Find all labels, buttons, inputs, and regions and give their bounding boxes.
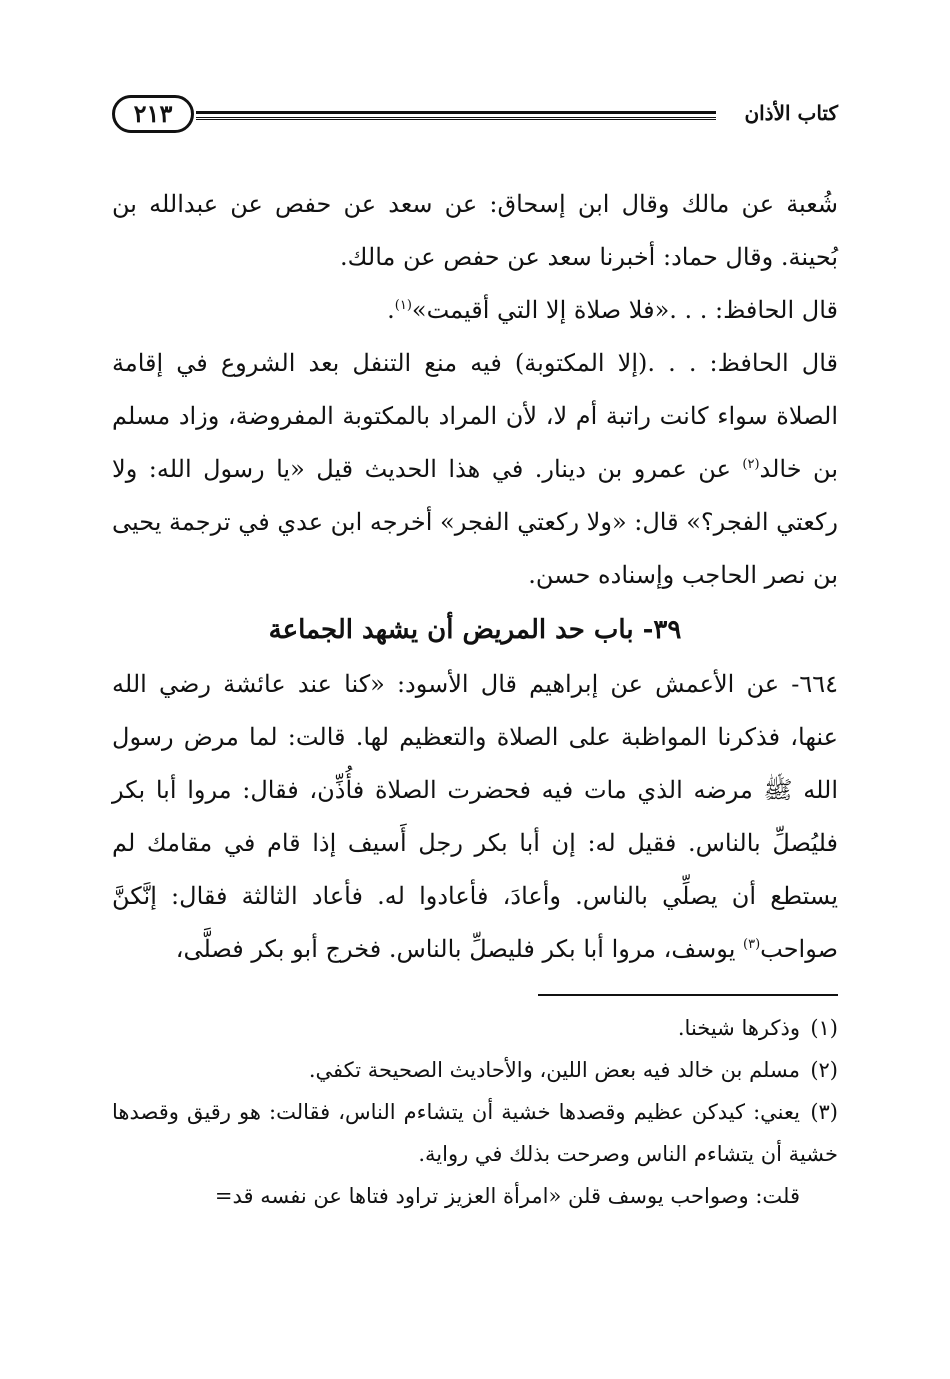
footnote-1-text: وذكرها شيخنا. — [677, 1016, 800, 1040]
paragraph-2 — [112, 284, 838, 337]
footnote-1-number: (١) — [810, 1016, 838, 1040]
paragraph-4 — [112, 658, 838, 976]
page-header — [112, 95, 838, 145]
footnote-separator — [538, 994, 838, 996]
footnotes — [112, 1007, 838, 1217]
paragraph-4-text-b: يوسف، مروا أبا بكر فليصلِّ بالناس. فخرج أبو بكر فصلَّى، — [175, 935, 743, 963]
footnote-3-continuation: قلت: وصواحب يوسف قلن «امرأة العزيز تراود فتاها عن نفسه قد= — [214, 1184, 800, 1208]
paragraph-3-text-a: قال الحافظ: . . .(إلا المكتوبة) فيه منع التنفل بعد الشروع في إقامة الصلاة سواء كانت راتبة أم لا، لأن المراد بالمكتوبة المفروضة، وزاد مسلم بن خالد — [112, 349, 838, 483]
page-number: ٢١٣ — [112, 95, 194, 133]
footnote-3 — [112, 1091, 838, 1175]
footnote-ref-3: (٣) — [743, 937, 761, 952]
main-text — [112, 178, 838, 976]
paragraph-2-text: قال الحافظ: . . .«فلا صلاة إلا التي أقيمت» — [411, 296, 838, 324]
header-rule-thin — [196, 119, 716, 120]
footnote-3-number: (٣) — [810, 1100, 838, 1124]
header-rule — [196, 111, 716, 118]
chapter-heading: ٣٩- باب حد المريض أن يشهد الجماعة — [268, 615, 682, 645]
footnote-1 — [112, 1007, 838, 1049]
footnote-2 — [112, 1049, 838, 1091]
footnote-2-number: (٢) — [810, 1058, 838, 1082]
footnote-ref-1: (١) — [394, 298, 412, 313]
footnote-ref-2: (٢) — [742, 457, 760, 472]
paragraph-3 — [112, 337, 838, 602]
footnote-2-text: مسلم بن خالد فيه بعض اللين، والأحاديث الصحيحة تكفي. — [308, 1058, 800, 1082]
book-title: كتاب الأذان — [744, 101, 838, 125]
paragraph-2-end: . — [387, 296, 395, 324]
paragraph-4-text-a: ٦٦٤- عن الأعمش عن إبراهيم قال الأسود: «كنا عند عائشة رضي الله عنها، فذكرنا المواظبة على الصلاة والتعظيم لها. قالت: لما مرض رسول الله ﷺ مرضه الذي مات فيه فحضرت الصلاة فأُذِّن، فقال: مروا أبا بكر فليُصلِّ بالناس. فقيل له: إن أبا بكر رجل أَسيف إذا قام في مقامك لم يستطع أن يصلِّي بالناس. وأعادَ، فأعادوا له. فأعاد الثالثة فقال: إنَّكنَّ صواحب — [112, 670, 838, 963]
paragraph-3-text-b: عن عمرو بن دينار. في هذا الحديث قيل «يا رسول الله: ولا ركعتي الفجر؟» قال: «ولا ركعتي الفجر» أخرجه ابن عدي في ترجمة يحيى بن نصر الحاجب وإسناده حسن. — [112, 455, 838, 589]
paragraph-1: شُعبة عن مالك وقال ابن إسحاق: عن سعد عن حفص عن عبدالله بن بُحينة. وقال حماد: أخبرنا سعد عن حفص عن مالك. — [112, 190, 838, 271]
footnote-3-text: يعني: كيدكن عظيم وقصدها خشية أن يتشاءم الناس، فقالت: هو رقيق وقصدها خشية أن يتشاءم الناس وصرحت بذلك في رواية. — [112, 1100, 838, 1166]
